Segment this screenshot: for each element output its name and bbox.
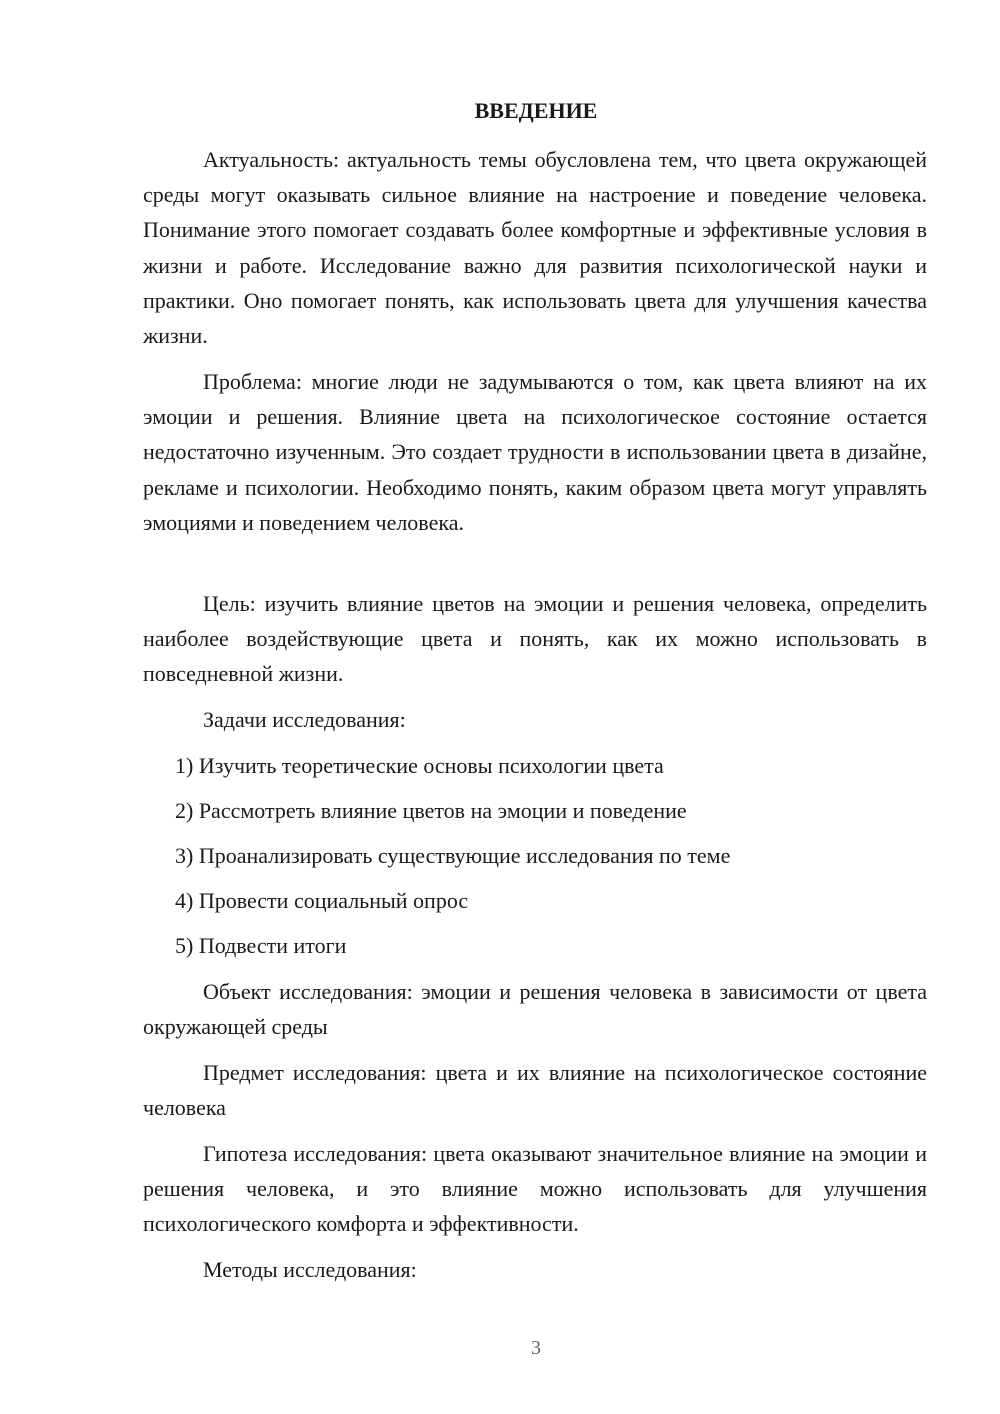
hypothesis-paragraph: Гипотеза исследования: цвета оказывают значительное влияние на эмоции и решения человека, и это влияние можно использовать для улучшения психологического комфорта и эффективности. bbox=[143, 1141, 927, 1237]
page-number: 3 bbox=[531, 1337, 541, 1359]
task-item: 5) Подвести итоги bbox=[175, 933, 347, 958]
task-item: 4) Провести социальный опрос bbox=[175, 888, 469, 913]
goal-paragraph: Цель: изучить влияние цветов на эмоции и решения человека, определить наиболее воздействующие цвета и понять, как их можно использовать в повседневной жизни. bbox=[143, 591, 927, 687]
methods-heading: Методы исследования: bbox=[203, 1257, 417, 1282]
object-paragraph: Объект исследования: эмоции и решения человека в зависимости от цвета окружающей среды bbox=[143, 979, 927, 1040]
tasks-heading: Задачи исследования: bbox=[203, 707, 406, 732]
page-title: ВВЕДЕНИЕ bbox=[474, 98, 598, 123]
task-item: 1) Изучить теоретические основы психологии цвета bbox=[175, 753, 664, 778]
problem-paragraph: Проблема: многие люди не задумываются о том, как цвета влияют на их эмоции и решения. Влияние цвета на психологическое состояние остается недостаточно изученным. Это создает трудности в использовании цвета в дизайне, рекламе и психологии. Необходимо понять, каким образом цвета могут управлять эмоциями и поведением человека. bbox=[143, 369, 927, 535]
relevance-paragraph: Актуальность: актуальность темы обусловлена тем, что цвета окружающей среды могут оказывать сильное влияние на настроение и поведение человека. Понимание этого помогает создавать более комфортные и эффективные условия в жизни и работе. Исследование важно для развития психологической науки и практики. Оно помогает понять, как использовать цвета для улучшения качества жизни. bbox=[143, 147, 927, 349]
task-item: 3) Проанализировать существующие исследования по теме bbox=[175, 843, 731, 868]
subject-paragraph: Предмет исследования: цвета и их влияние на психологическое состояние человека bbox=[143, 1060, 927, 1121]
task-item: 2) Рассмотреть влияние цветов на эмоции и поведение bbox=[175, 798, 687, 823]
